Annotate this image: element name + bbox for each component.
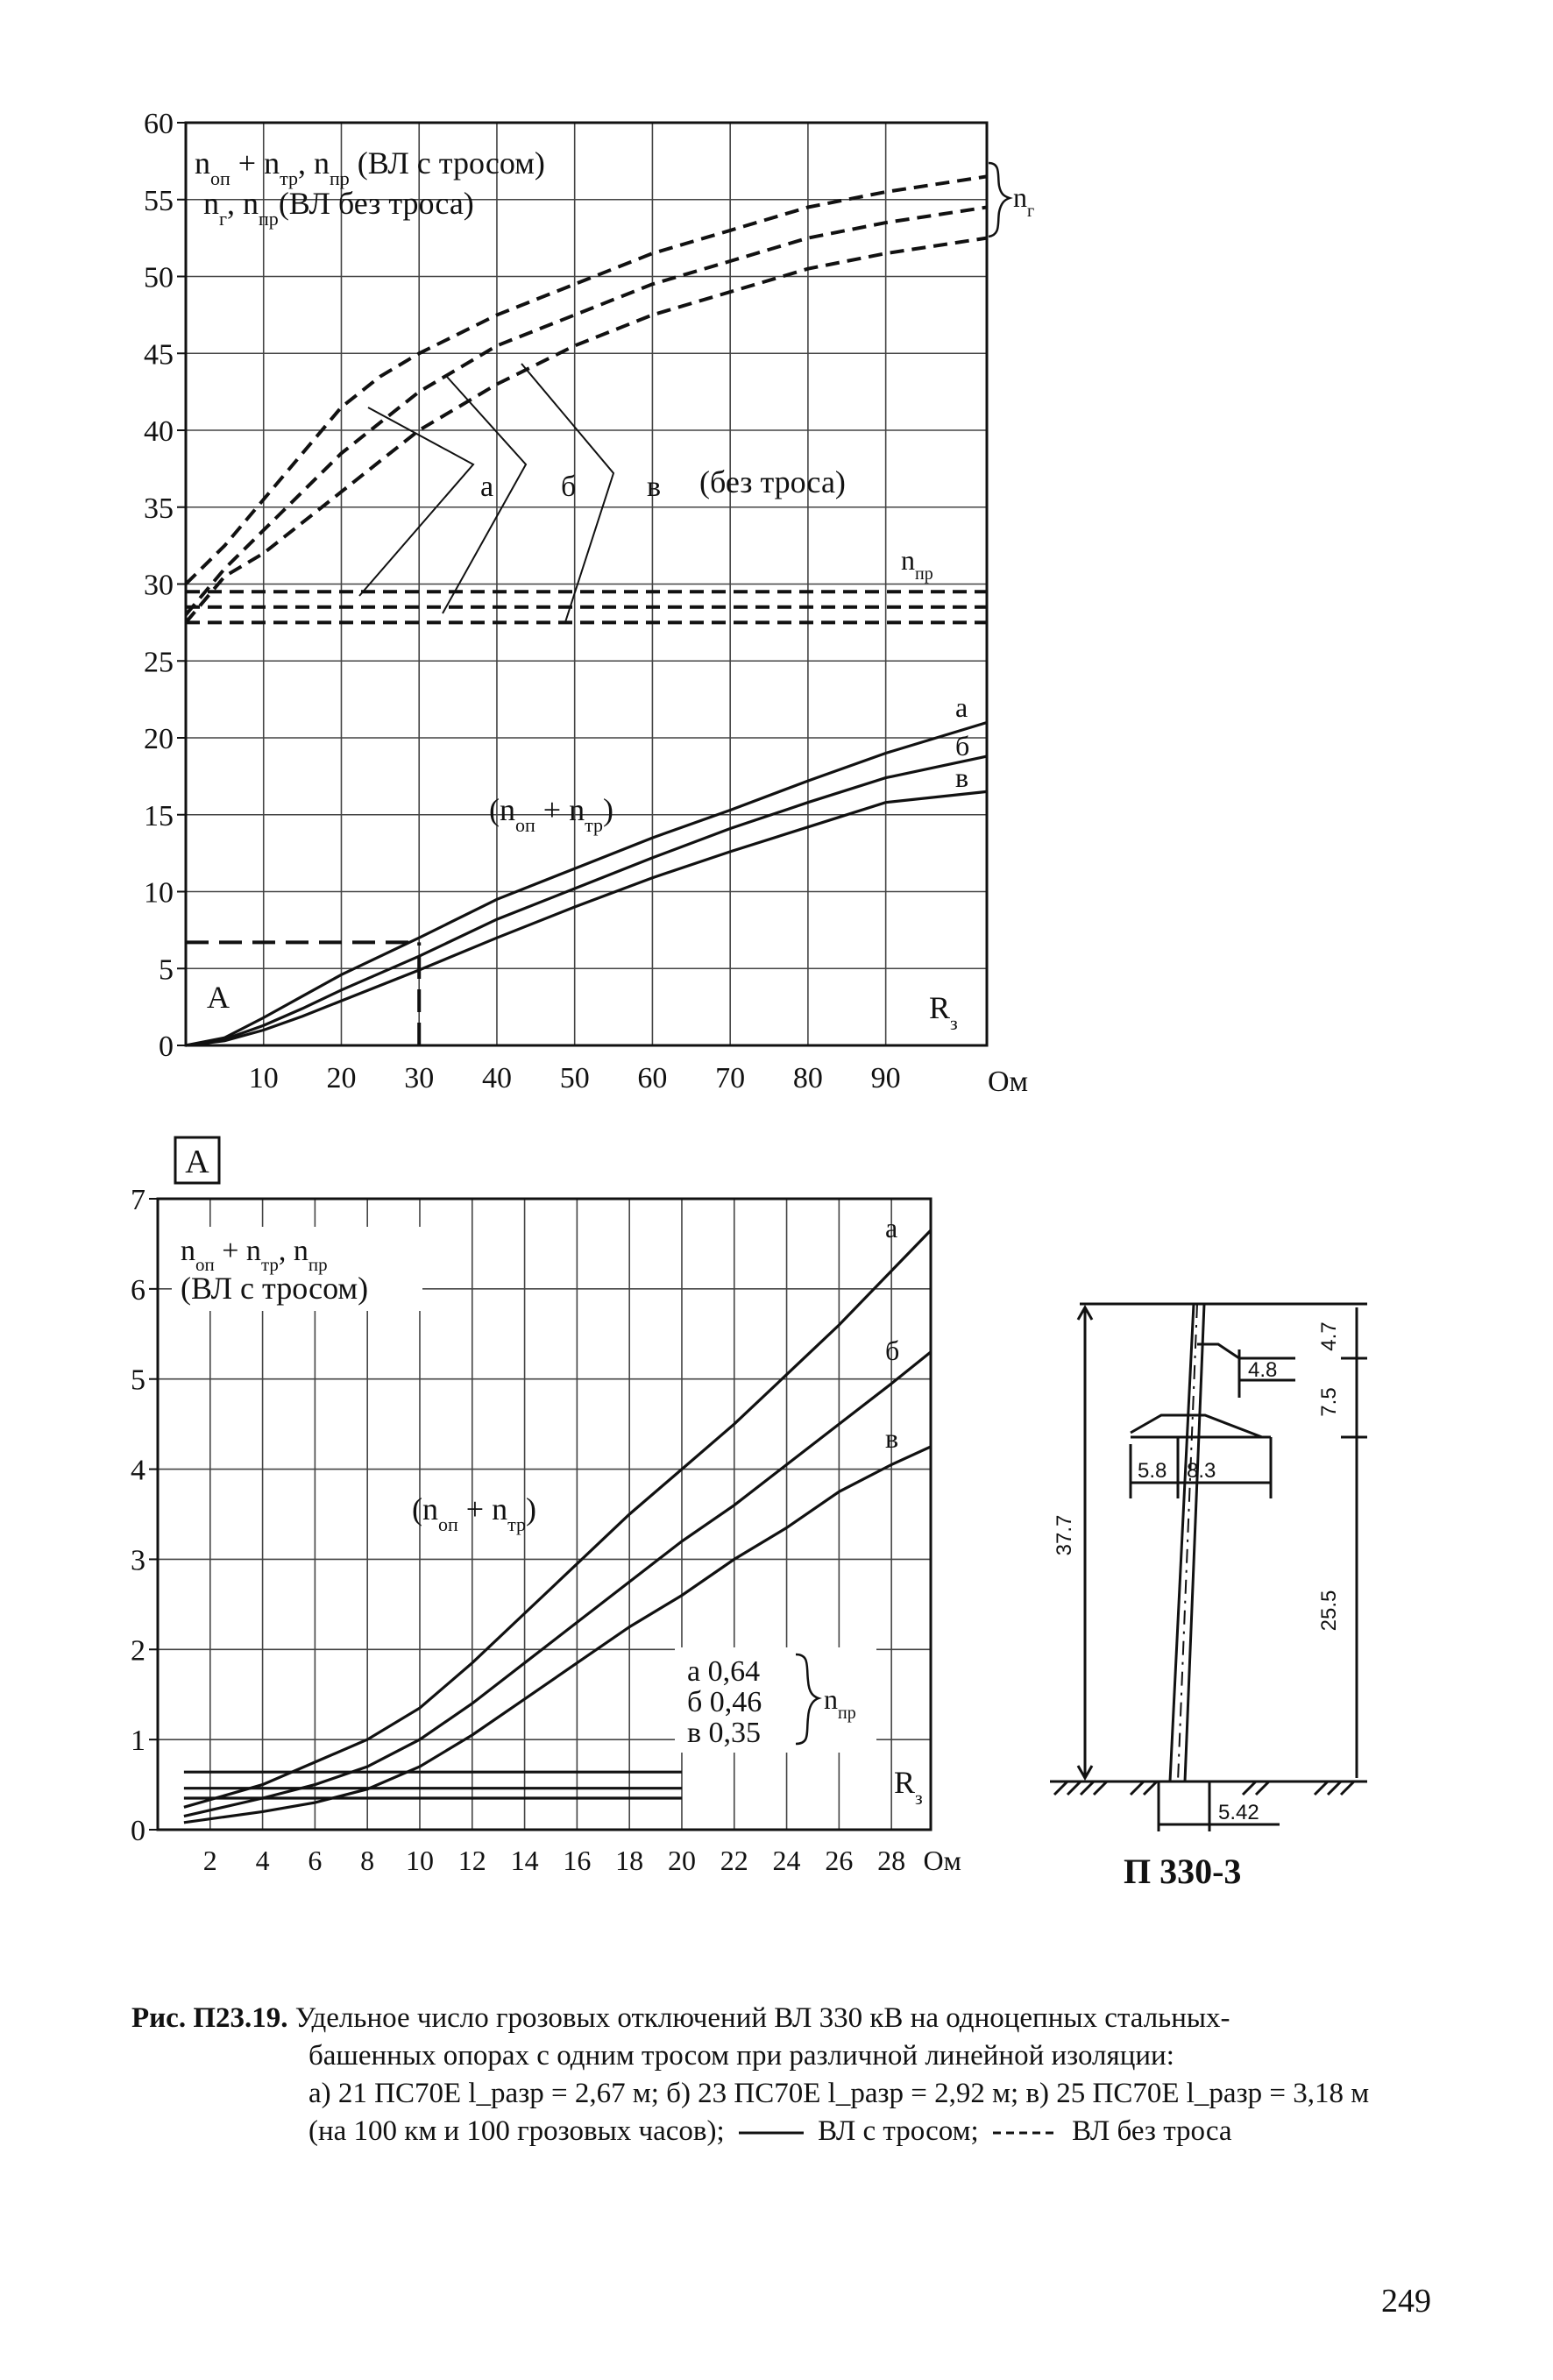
y-tick-label: 35 xyxy=(144,492,174,525)
dashed-line-sample xyxy=(986,2128,1065,2138)
y-tick-label: 60 xyxy=(144,108,174,140)
label-sum: $(n_{оп} + n_{тр})$ xyxy=(489,792,613,836)
y-tick-label: 3 xyxy=(131,1544,145,1577)
curve-label-b: б xyxy=(885,1335,900,1366)
x-tick-label: 20 xyxy=(326,1062,357,1094)
caption-line4-part1: (на 100 км и 100 грозовых часов); xyxy=(308,2115,725,2147)
panel-label: А xyxy=(185,1144,209,1180)
x-tick-label: 10 xyxy=(248,1062,279,1094)
y-tick-label: 45 xyxy=(144,338,174,372)
y-tick-label: 5 xyxy=(159,953,174,987)
x-tick-label: 80 xyxy=(792,1062,823,1094)
label-a: а xyxy=(480,471,494,503)
label-resistance: $R_з$ xyxy=(929,990,958,1034)
label-ng: $n_г$ xyxy=(1013,181,1035,221)
curve-label-v: в xyxy=(885,1422,899,1454)
caption-line1: Удельное число грозовых отключений ВЛ 330 кВ на одноцепных стальных- xyxy=(294,2002,1230,2034)
x-tick-label: 6 xyxy=(308,1845,323,1876)
x-tick-label: 8 xyxy=(360,1845,375,1876)
y-tick-label: 55 xyxy=(144,184,174,217)
curve-label-a: а xyxy=(955,691,968,723)
x-tick-label: 12 xyxy=(457,1845,486,1876)
caption-label: Рис. П23.19. xyxy=(131,2002,288,2034)
x-tick-label: 50 xyxy=(559,1062,590,1094)
y-tick-label: 4 xyxy=(131,1454,145,1487)
label-v: в xyxy=(647,471,662,503)
x-tick-label: 10 xyxy=(405,1845,434,1876)
y-tick-label: 2 xyxy=(131,1634,145,1668)
label-npr: $n_{пр}$ xyxy=(824,1683,856,1723)
y-tick-label: 6 xyxy=(131,1273,145,1307)
y-tick-label: 10 xyxy=(144,876,174,910)
figure-caption xyxy=(131,2000,1429,2150)
x-tick-label: 16 xyxy=(563,1845,592,1876)
x-tick-label: 90 xyxy=(870,1062,901,1094)
x-tick-label: 14 xyxy=(510,1845,539,1876)
curve-label-b: б xyxy=(955,730,970,761)
tower-dim-37-7: 37.7 xyxy=(1053,1514,1076,1556)
caption-line3: а) 21 ПС70Е l_разр = 2,67 м; б) 23 ПС70Е l_разр = 2,92 м; в) 25 ПС70Е l_разр = 3,18 м xyxy=(308,2078,1370,2109)
y-tick-label: 5 xyxy=(131,1364,145,1397)
tower-dim-5-8: 5.8 xyxy=(1138,1459,1167,1483)
label-npr: $n_{пр}$ xyxy=(901,544,933,584)
caption-line4-dashed: ВЛ без троса xyxy=(1072,2115,1232,2147)
x-tick-label: 2 xyxy=(202,1845,217,1876)
tower-dim-25-5: 25.5 xyxy=(1317,1590,1341,1632)
y-tick-label: 15 xyxy=(144,799,174,832)
x-tick-label: 20 xyxy=(667,1845,696,1876)
x-unit-label: Ом xyxy=(923,1845,961,1876)
tower-dim-8-3: 8.3 xyxy=(1187,1459,1216,1483)
legend-with-wire-line1: $n_{оп} + n_{тр}$, $n_{пр}$ xyxy=(181,1235,328,1275)
x-tick-label: 28 xyxy=(877,1845,906,1876)
y-tick-label: 30 xyxy=(144,569,174,602)
y-tick-label: 20 xyxy=(144,723,174,755)
y-tick-label: 7 xyxy=(131,1184,145,1216)
legend-with-wire: $n_{оп} + n_{тр}$, $n_{пр}$ (ВЛ с тросом) xyxy=(195,145,545,189)
x-tick-label: 24 xyxy=(772,1845,801,1876)
x-tick-label: 70 xyxy=(715,1062,746,1094)
tower-dim-7-5: 7.5 xyxy=(1317,1387,1341,1417)
x-tick-label: 26 xyxy=(825,1845,854,1876)
caption-line2: башенных опорах с одним тросом при различной линейной изоляции: xyxy=(308,2040,1174,2072)
label-sum: $(n_{оп} + n_{тр})$ xyxy=(412,1491,536,1535)
x-tick-label: 22 xyxy=(720,1845,748,1876)
y-tick-label: 25 xyxy=(144,646,174,679)
x-tick-label: 4 xyxy=(255,1845,270,1876)
page-number: 249 xyxy=(1381,2283,1431,2320)
tower-dim-5-42: 5.42 xyxy=(1218,1801,1259,1824)
y-tick-label: 0 xyxy=(131,1815,145,1847)
caption-line4-solid: ВЛ с тросом; xyxy=(818,2115,979,2147)
label-without-wire: (без троса) xyxy=(699,464,846,499)
npr-value-в: в 0,35 xyxy=(687,1717,762,1749)
curve-label-a: а xyxy=(885,1212,898,1243)
x-tick-label: 40 xyxy=(481,1062,512,1094)
legend-without-wire: $n_г$, $n_{пр}(ВЛ$ без троса) xyxy=(203,186,474,230)
curve-label-v: в xyxy=(955,761,969,793)
solid-line-sample xyxy=(732,2128,811,2138)
x-tick-label: 18 xyxy=(615,1845,644,1876)
y-tick-label: 50 xyxy=(144,261,174,294)
caption-line4 xyxy=(131,2113,1429,2150)
npr-value-б: б 0,46 xyxy=(687,1686,762,1718)
region-a-label: А xyxy=(207,980,230,1015)
x-unit-label: Ом xyxy=(987,1066,1029,1098)
tower-dim-4-7: 4.7 xyxy=(1317,1321,1341,1351)
x-tick-label: 60 xyxy=(637,1062,668,1094)
x-tick-label: 30 xyxy=(404,1062,435,1094)
tower-name: П 330-3 xyxy=(1124,1852,1242,1891)
y-tick-label: 1 xyxy=(131,1725,145,1758)
label-resistance: $R_з$ xyxy=(894,1765,923,1809)
label-b: б xyxy=(561,471,577,503)
y-tick-label: 0 xyxy=(159,1031,174,1063)
y-tick-label: 40 xyxy=(144,415,174,448)
tower-dim-4-8: 4.8 xyxy=(1248,1358,1278,1382)
legend-with-wire-line2: (ВЛ с тросом) xyxy=(181,1271,369,1306)
npr-value-а: а 0,64 xyxy=(687,1655,761,1688)
